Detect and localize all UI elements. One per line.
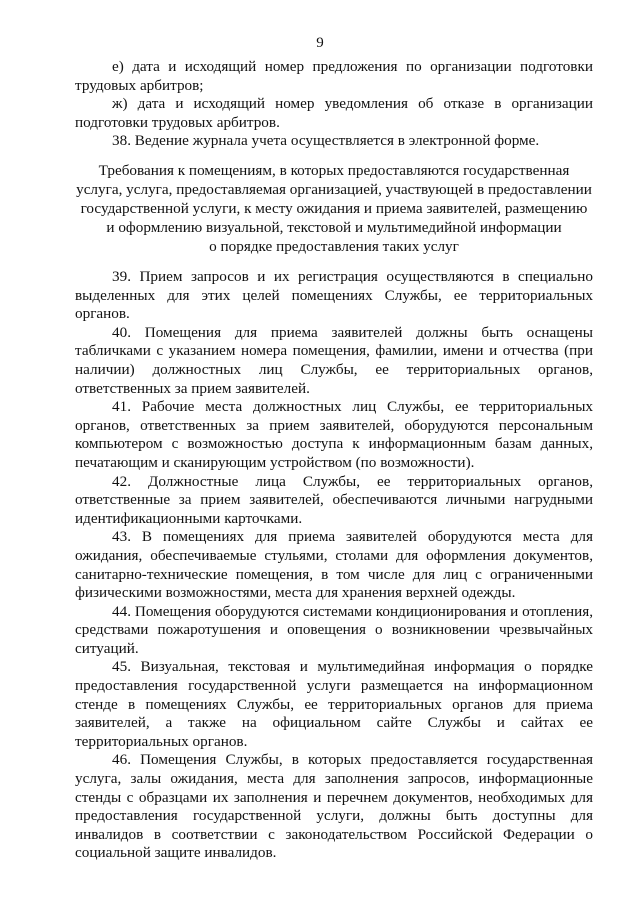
- paragraph-45: 45. Визуальная, текстовая и мультимедийная информация о порядке предоставления государственной услуги размещается на информационном стенде в помещениях Службы, ее территориальных органов для приема заявителей, а также на официальном сайте Службы и сайтах ее территориальных органов.: [75, 658, 593, 750]
- section-heading-line: Требования к помещениям, в которых предоставляются государственная: [98, 162, 570, 179]
- paragraph-46: 46. Помещения Службы, в которых предоставляется государственная услуга, залы ожидания, места для заполнения запросов, информационные стенды с образцами их заполнения и перечнем документов, необходимых для предоставления государственной услуги, должны быть доступны для инвалидов в соответствии с законодательством Российской Федерации о социальной защите инвалидов.: [75, 751, 593, 862]
- paragraph-38: 38. Ведение журнала учета осуществляется в электронной форме.: [112, 132, 540, 150]
- paragraph-item-zh: ж) дата и исходящий номер уведомления об отказе в организации подготовки трудовых арбитров.: [75, 95, 593, 131]
- paragraph-item-e: е) дата и исходящий номер предложения по организации подготовки трудовых арбитров;: [75, 58, 593, 94]
- section-heading: [75, 161, 593, 256]
- section-heading-line: услуга, услуга, предоставляемая организацией, участвующей в предоставлении: [76, 181, 592, 198]
- paragraph-44: 44. Помещения оборудуются системами кондиционирования и отопления, средствами пожаротушения и оповещения о возникновении чрезвычайных ситуаций.: [75, 602, 593, 657]
- section-heading-line: о порядке предоставления таких услуг: [209, 238, 459, 255]
- paragraph-43: 43. В помещениях для приема заявителей оборудуются места для ожидания, обеспечиваемые стульями, столами для оформления документов, санитарно-технические помещения, в том числе для лиц с ограниченными физическими возможностями, места для хранения верхней одежды.: [75, 528, 593, 602]
- paragraph-39: 39. Прием запросов и их регистрация осуществляются в специально выделенных для этих целей помещениях Службы, ее территориальных органов.: [75, 268, 593, 323]
- paragraph-40: 40. Помещения для приема заявителей должны быть оснащены табличками с указанием номера помещения, фамилии, имени и отчества (при наличии) должностных лиц Службы, ее территориальных органов, ответственных за прием заявителей.: [75, 323, 593, 397]
- top-paragraphs: [75, 58, 593, 151]
- paragraph-41: 41. Рабочие места должностных лиц Службы, ее территориальных органов, ответственных за прием заявителей, оборудуются персональным компьютером с возможностью доступа к информационным базам данных, печатающим и сканирующим устройством (по возможности).: [75, 398, 593, 471]
- main-paragraphs: [75, 268, 593, 863]
- page-number: 9: [316, 35, 324, 51]
- section-heading-line: и оформлению визуальной, текстовой и мультимедийной информации: [106, 219, 562, 236]
- paragraph-42: 42. Должностные лица Службы, ее территориальных органов, ответственные за прием заявителей, обеспечиваются личными нагрудными идентификационными карточками.: [75, 472, 593, 527]
- section-heading-line: государственной услуги, к месту ожидания и приема заявителей, размещению: [80, 200, 588, 217]
